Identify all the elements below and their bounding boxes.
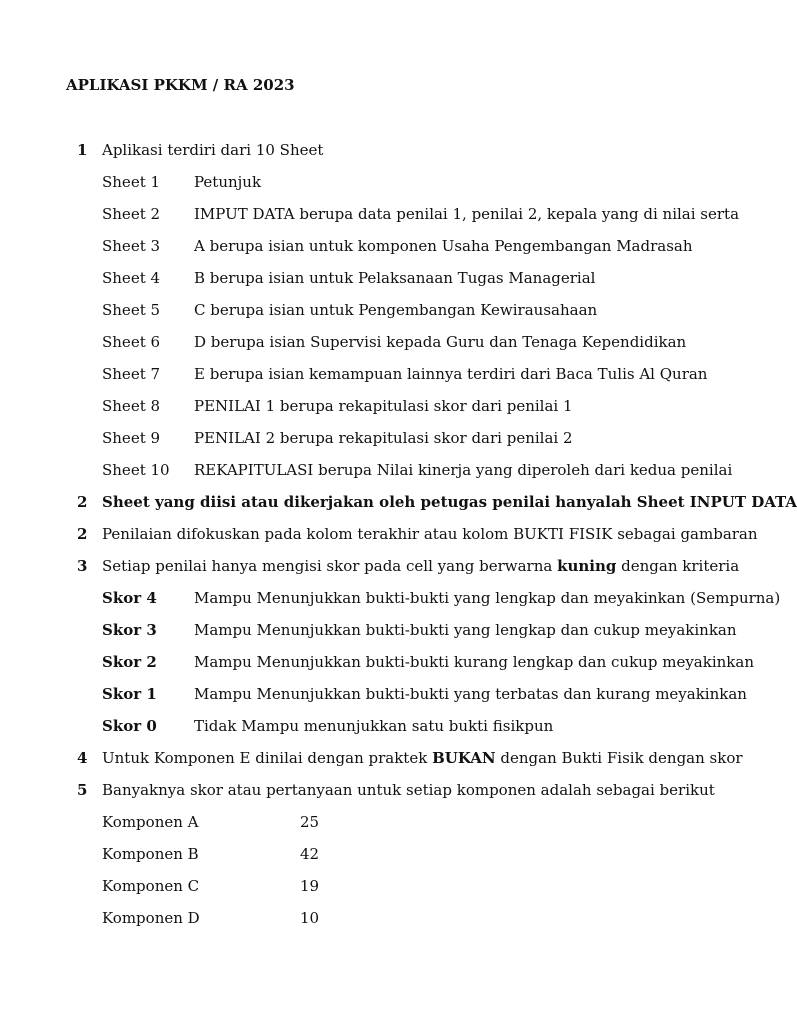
score-desc: Mampu Menunjukkan bukti-bukti kurang lengkap dan cukup meyakinkan (194, 653, 754, 671)
item-number: 5 (77, 781, 88, 799)
sheet-label: Sheet 8 (102, 397, 161, 415)
sheet-label: Sheet 9 (102, 429, 161, 447)
item-text-after: dengan Bukti Fisik dengan skor (495, 749, 743, 767)
sheet-desc: B berupa isian untuk Pelaksanaan Tugas Managerial (194, 269, 596, 287)
item-text (102, 556, 739, 576)
sheet-label: Sheet 7 (102, 365, 161, 383)
item-text-before: Untuk Komponen E dinilai dengan praktek (102, 749, 433, 767)
item-number: 1 (77, 141, 88, 159)
item-text: Sheet yang diisi atau dikerjakan oleh petugas penilai hanyalah Sheet INPUT DATA (102, 493, 797, 511)
score-label: Skor 0 (102, 717, 157, 735)
component-value: 10 (300, 909, 320, 927)
item-text (102, 748, 743, 768)
item-text-before: Setiap penilai hanya mengisi skor pada cell yang berwarna (102, 557, 558, 575)
document-title: APLIKASI PKKM / RA 2023 (66, 76, 295, 94)
sheet-label: Sheet 3 (102, 237, 161, 255)
sheet-label: Sheet 5 (102, 301, 161, 319)
sheet-label: Sheet 2 (102, 205, 161, 223)
score-label: Skor 4 (102, 589, 157, 607)
highlight-word: kuning (557, 557, 617, 575)
item-text: Penilaian difokuskan pada kolom terakhir atau kolom BUKTI FISIK sebagai gambaran (102, 525, 758, 543)
score-desc: Mampu Menunjukkan bukti-bukti yang lengkap dan cukup meyakinkan (194, 621, 737, 639)
item-text: Banyaknya skor atau pertanyaan untuk setiap komponen adalah sebagai berikut (102, 781, 715, 799)
sheet-desc: C berupa isian untuk Pengembangan Kewirausahaan (194, 301, 598, 319)
sheet-desc: E berupa isian kemampuan lainnya terdiri dari Baca Tulis Al Quran (194, 365, 708, 383)
sheet-desc: D berupa isian Supervisi kepada Guru dan Tenaga Kependidikan (194, 333, 687, 351)
component-label: Komponen B (102, 845, 199, 863)
component-value: 42 (300, 845, 320, 863)
component-value: 19 (300, 877, 320, 895)
score-desc: Mampu Menunjukkan bukti-bukti yang lengkap dan meyakinkan (Sempurna) (194, 589, 781, 607)
component-label: Komponen C (102, 877, 200, 895)
component-label: Komponen A (102, 813, 199, 831)
highlight-word: BUKAN (432, 749, 496, 767)
sheet-label: Sheet 4 (102, 269, 161, 287)
item-text-after: dengan kriteria (616, 557, 740, 575)
score-label: Skor 3 (102, 621, 157, 639)
item-number: 2 (77, 493, 88, 511)
sheet-desc: Petunjuk (194, 173, 262, 191)
sheet-desc: IMPUT DATA berupa data penilai 1, penilai 2, kepala yang di nilai serta (194, 205, 740, 223)
sheet-desc: PENILAI 2 berupa rekapitulasi skor dari penilai 2 (194, 429, 573, 447)
item-text: Aplikasi terdiri dari 10 Sheet (102, 141, 324, 159)
item-number: 2 (77, 525, 88, 543)
sheet-desc: PENILAI 1 berupa rekapitulasi skor dari penilai 1 (194, 397, 573, 415)
score-desc: Tidak Mampu menunjukkan satu bukti fisikpun (194, 717, 554, 735)
sheet-desc: A berupa isian untuk komponen Usaha Pengembangan Madrasah (194, 237, 693, 255)
sheet-label: Sheet 1 (102, 173, 161, 191)
score-label: Skor 1 (102, 685, 157, 703)
component-value: 25 (300, 813, 320, 831)
sheet-label: Sheet 6 (102, 333, 161, 351)
sheet-desc: REKAPITULASI berupa Nilai kinerja yang diperoleh dari kedua penilai (194, 461, 733, 479)
item-number: 3 (77, 557, 88, 575)
item-number: 4 (77, 749, 88, 767)
score-label: Skor 2 (102, 653, 157, 671)
component-label: Komponen D (102, 909, 200, 927)
score-desc: Mampu Menunjukkan bukti-bukti yang terbatas dan kurang meyakinkan (194, 685, 747, 703)
sheet-label: Sheet 10 (102, 461, 170, 479)
